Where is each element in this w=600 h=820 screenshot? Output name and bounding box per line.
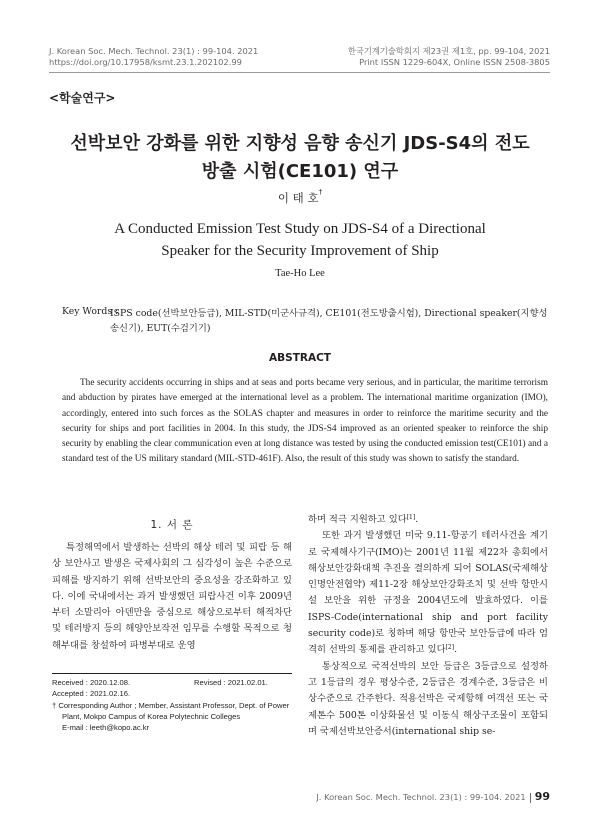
korean-author (0, 190, 600, 206)
keywords-text: ISPS code(선박보안등급), MIL-STD(미군사규격), CE101(전도방출시험), Directional speaker(지향성 송신기), EUT(수검기기) (110, 308, 548, 334)
intro-paragraph-1: 특정해역에서 발생하는 선박의 해상 테러 및 피랍 등 해상 보안사고 발생은 국제사회의 그 심각성이 높은 수준으로 피해를 방지하기 위해 선박보안의 중요성을 강조화하고 있다. 이에 국내에서는 과거 발생했던 피랍사건 이후 2009년 부터 소말리아 아덴만을 중심으로 해상으로부터 해적차단 및 테러방지 등의 해양안보작전 임무를 수행할 목적으로 청해부대를 창설하여 파병부대로 운영 (52, 542, 292, 651)
korean-author-name: 이 태 호 (277, 191, 319, 205)
running-header-right (348, 46, 550, 68)
right-column-body (308, 512, 548, 740)
header-divider (49, 72, 550, 73)
revised-date: Revised : 2021.02.01. (194, 678, 268, 687)
page-number: 99 (534, 790, 550, 803)
footer-separator (530, 793, 531, 803)
english-title-line2: Speaker for the Security Improvement of Ship (161, 243, 439, 259)
korean-title-line2: 방출 시험(CE101) 연구 (201, 161, 399, 182)
accepted-date: Accepted : 2021.02.16. (52, 689, 131, 698)
english-title-line1: A Conducted Emission Test Study on JDS-S4 of a Directional (114, 221, 486, 237)
abstract-body: The security accidents occurring in ships and at seas and ports became very serious, and in particular, the maritime terrorism and abduction by pirates have emerged at the international level as a problem. The international maritime organization (IMO), accordingly, entered into such forces as the SOLAS chapter and measures in order to reinforce the maritime security and the security for ships and port facilities in 2004. In this study, the JDS-S4 improved as an oriented speaker to reinforce the ship security by enabling the clear communication even at long distance was tested by using the conducted emission test(CE101) and a standard test of the US military standard (MIL-STD-461F). Also, the result of this study was shown to satisfy the standard. (62, 378, 548, 465)
english-author: Tae-Ho Lee (275, 268, 325, 279)
journal-citation: J. Korean Soc. Mech. Technol. 23(1) : 99-104. 2021 (49, 46, 259, 56)
received-date: Received : 2020.12.08. Revised : 2021.02.01. (52, 678, 268, 687)
corresponding-author-affiliation: † Corresponding Author ; Member, Assistant Professor, Dept. of Power Plant, Mokpo Campus of Korea Polytechnic Colleges (52, 701, 290, 721)
running-header-left (49, 46, 258, 68)
footer-journal: J. Korean Soc. Mech. Technol. 23(1) : 99-104. 2021 (316, 792, 526, 802)
citation-ref-2[interactable]: [2] (445, 644, 455, 652)
intro-paragraph-3: 통상적으로 국적선박의 보안 등급은 3등급으로 설정하고 1등급의 경우 평상수준, 2등급은 경계수준, 3등급은 비상수준으로 간주한다. 적용선박은 국제항해 여객선 또는 국제톤수 500톤 이상화물선 및 이동식 해상구조물이 포함되며 국제선박보안증서(international ship se- (308, 660, 548, 737)
intro-paragraph-2: 또한 과거 발생했던 미국 9.11-항공기 테러사건을 계기로 국제해사기구(IMO)는 2001년 11월 제22차 총회에서 해상보안강화대책 추진을 결의하게 되어 SOLAS(국제해상인명안전협약) 제11-2장 해상보안강화조치 및 선박 항만시설 보안을 위한 규정을 2004년도에 발효하였다. 이를 ISPS-Code(international ship and port facility security code)로 칭하며 해당 항만국 보안등급에 따라 엄격히 선박의 통제를 관리하고 있다[2]. (308, 530, 548, 656)
citation-ref-1[interactable]: [1] (406, 514, 416, 521)
abstract-heading: ABSTRACT (269, 352, 331, 364)
korean-title-line1: 선박보안 강화를 위한 지향성 음향 송신기 JDS-S4의 전도 (70, 133, 530, 154)
left-column-body (52, 540, 292, 654)
journal-korean-citation: 한국기계기술학회지 제23권 제1호, pp. 99-104, 2021 (347, 46, 550, 56)
intro-paragraph-1-continued: 하며 적극 지원하고 있다[1]. (308, 514, 419, 525)
footnote-divider (52, 673, 292, 674)
issn-info: Print ISSN 1229-604X, Online ISSN 2508-3805 (359, 57, 550, 67)
english-title (40, 218, 560, 262)
keywords-label: Key Words : (62, 306, 119, 317)
corresponding-author-note (52, 700, 307, 733)
korean-title (40, 130, 560, 186)
author-email[interactable]: E-mail : leeth@kopo.ac.kr (62, 723, 150, 732)
doi-link[interactable]: https://doi.org/10.17958/ksmt.23.1.202102.99 (49, 57, 242, 67)
section-heading-introduction: 1. 서 론 (150, 519, 194, 531)
corresponding-mark: † (318, 188, 323, 196)
page-footer (316, 790, 550, 803)
article-category: <학술연구> (49, 91, 116, 105)
